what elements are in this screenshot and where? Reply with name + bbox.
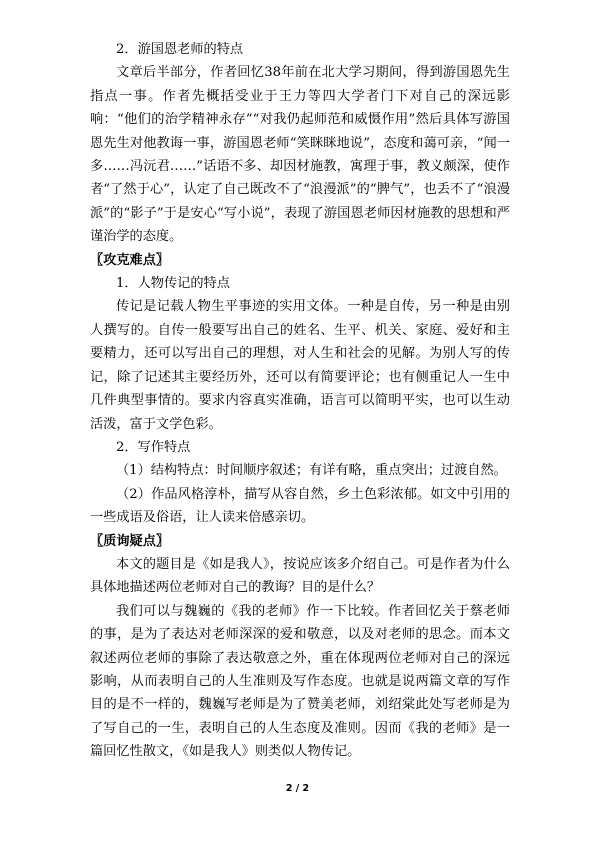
paragraph-you-guoen: 文章后半部分，作者回忆38年前在北大学习期间，得到游国恩先生指点一事。作者先概括受业于王力等四大学者门下对自己的深远影响：“他们的治学精神永存”“对我仍起师范和威慑作用”然后具体写游国恩先生对他教诲一事，游国恩老师“笑眯眯地说”，态度和蔼可亲，“闻一多……冯沅君……”话语不多、却因材施教，寓理于事，教义颇深，使作者“了然于心”，认定了自己既改不了“浪漫派”的“脾气”，也丢不了“浪漫派”的“影子”于是安心“写小说”，表现了游国恩老师因材施教的思想和严谨治学的态度。 — [90, 65, 510, 245]
writing-trait-item-1: （1）结构特点：时间顺序叙述；有详有略，重点突出；过渡自然。 — [116, 463, 507, 479]
heading-writing-traits: 2．写作特点 — [116, 439, 191, 455]
section-title-gongke-nandian: 〖攻克难点〗 — [90, 252, 170, 268]
document-body — [90, 38, 510, 764]
writing-trait-item-2: （2）作品风格淳朴，描写从容自然，乡土色彩浓郁。如文中引用的一些成语及俗语，让人读来倍感亲切。 — [90, 486, 510, 526]
paragraph-answer: 我们可以与魏巍的《我的老师》作一下比较。作者回忆关于蔡老师的事，是为了表达对老师深深的爱和敬意，以及对老师的思念。而本文叙述两位老师的事除了表达敬意之外，重在体现两位老师对自己的深远影响，从而表明自己的人生准则及写作态度。也就是说两篇文章的写作目的是不一样的，魏巍写老师是为了赞美老师，刘绍棠此处写老师是为了写自己的一生，表明自己的人生态度及准则。因而《我的老师》是一篇回忆性散文，《如是我人》则类似人物传记。 — [90, 603, 510, 760]
section-title-zhixun-yidian: 〖质询疑点〗 — [90, 533, 170, 549]
heading-you-guoen-traits: 2．游国恩老师的特点 — [116, 42, 244, 57]
heading-biography-traits: 1．人物传记的特点 — [116, 276, 230, 292]
paragraph-question: 本文的题目是《如是我人》，按说应该多介绍自己。可是作者为什么具体地描述两位老师对自己的教诲？目的是什么？ — [90, 556, 510, 596]
page-number: 2 / 2 — [285, 783, 310, 794]
paragraph-biography: 传记是记载人物生平事迹的实用文体。一种是自传，另一种是由别人撰写的。自传一般要写出自己的姓名、生平、机关、家庭、爱好和主要精力，还可以写出自己的理想，对人生和社会的见解。为别人写的传记，除了记述其主要经历外，还可以有简要评论；也有侧重记人一生中几件典型事情的。要求内容真实准确，语言可以简明平实，也可以生动活泼，富于文学色彩。 — [90, 299, 510, 432]
